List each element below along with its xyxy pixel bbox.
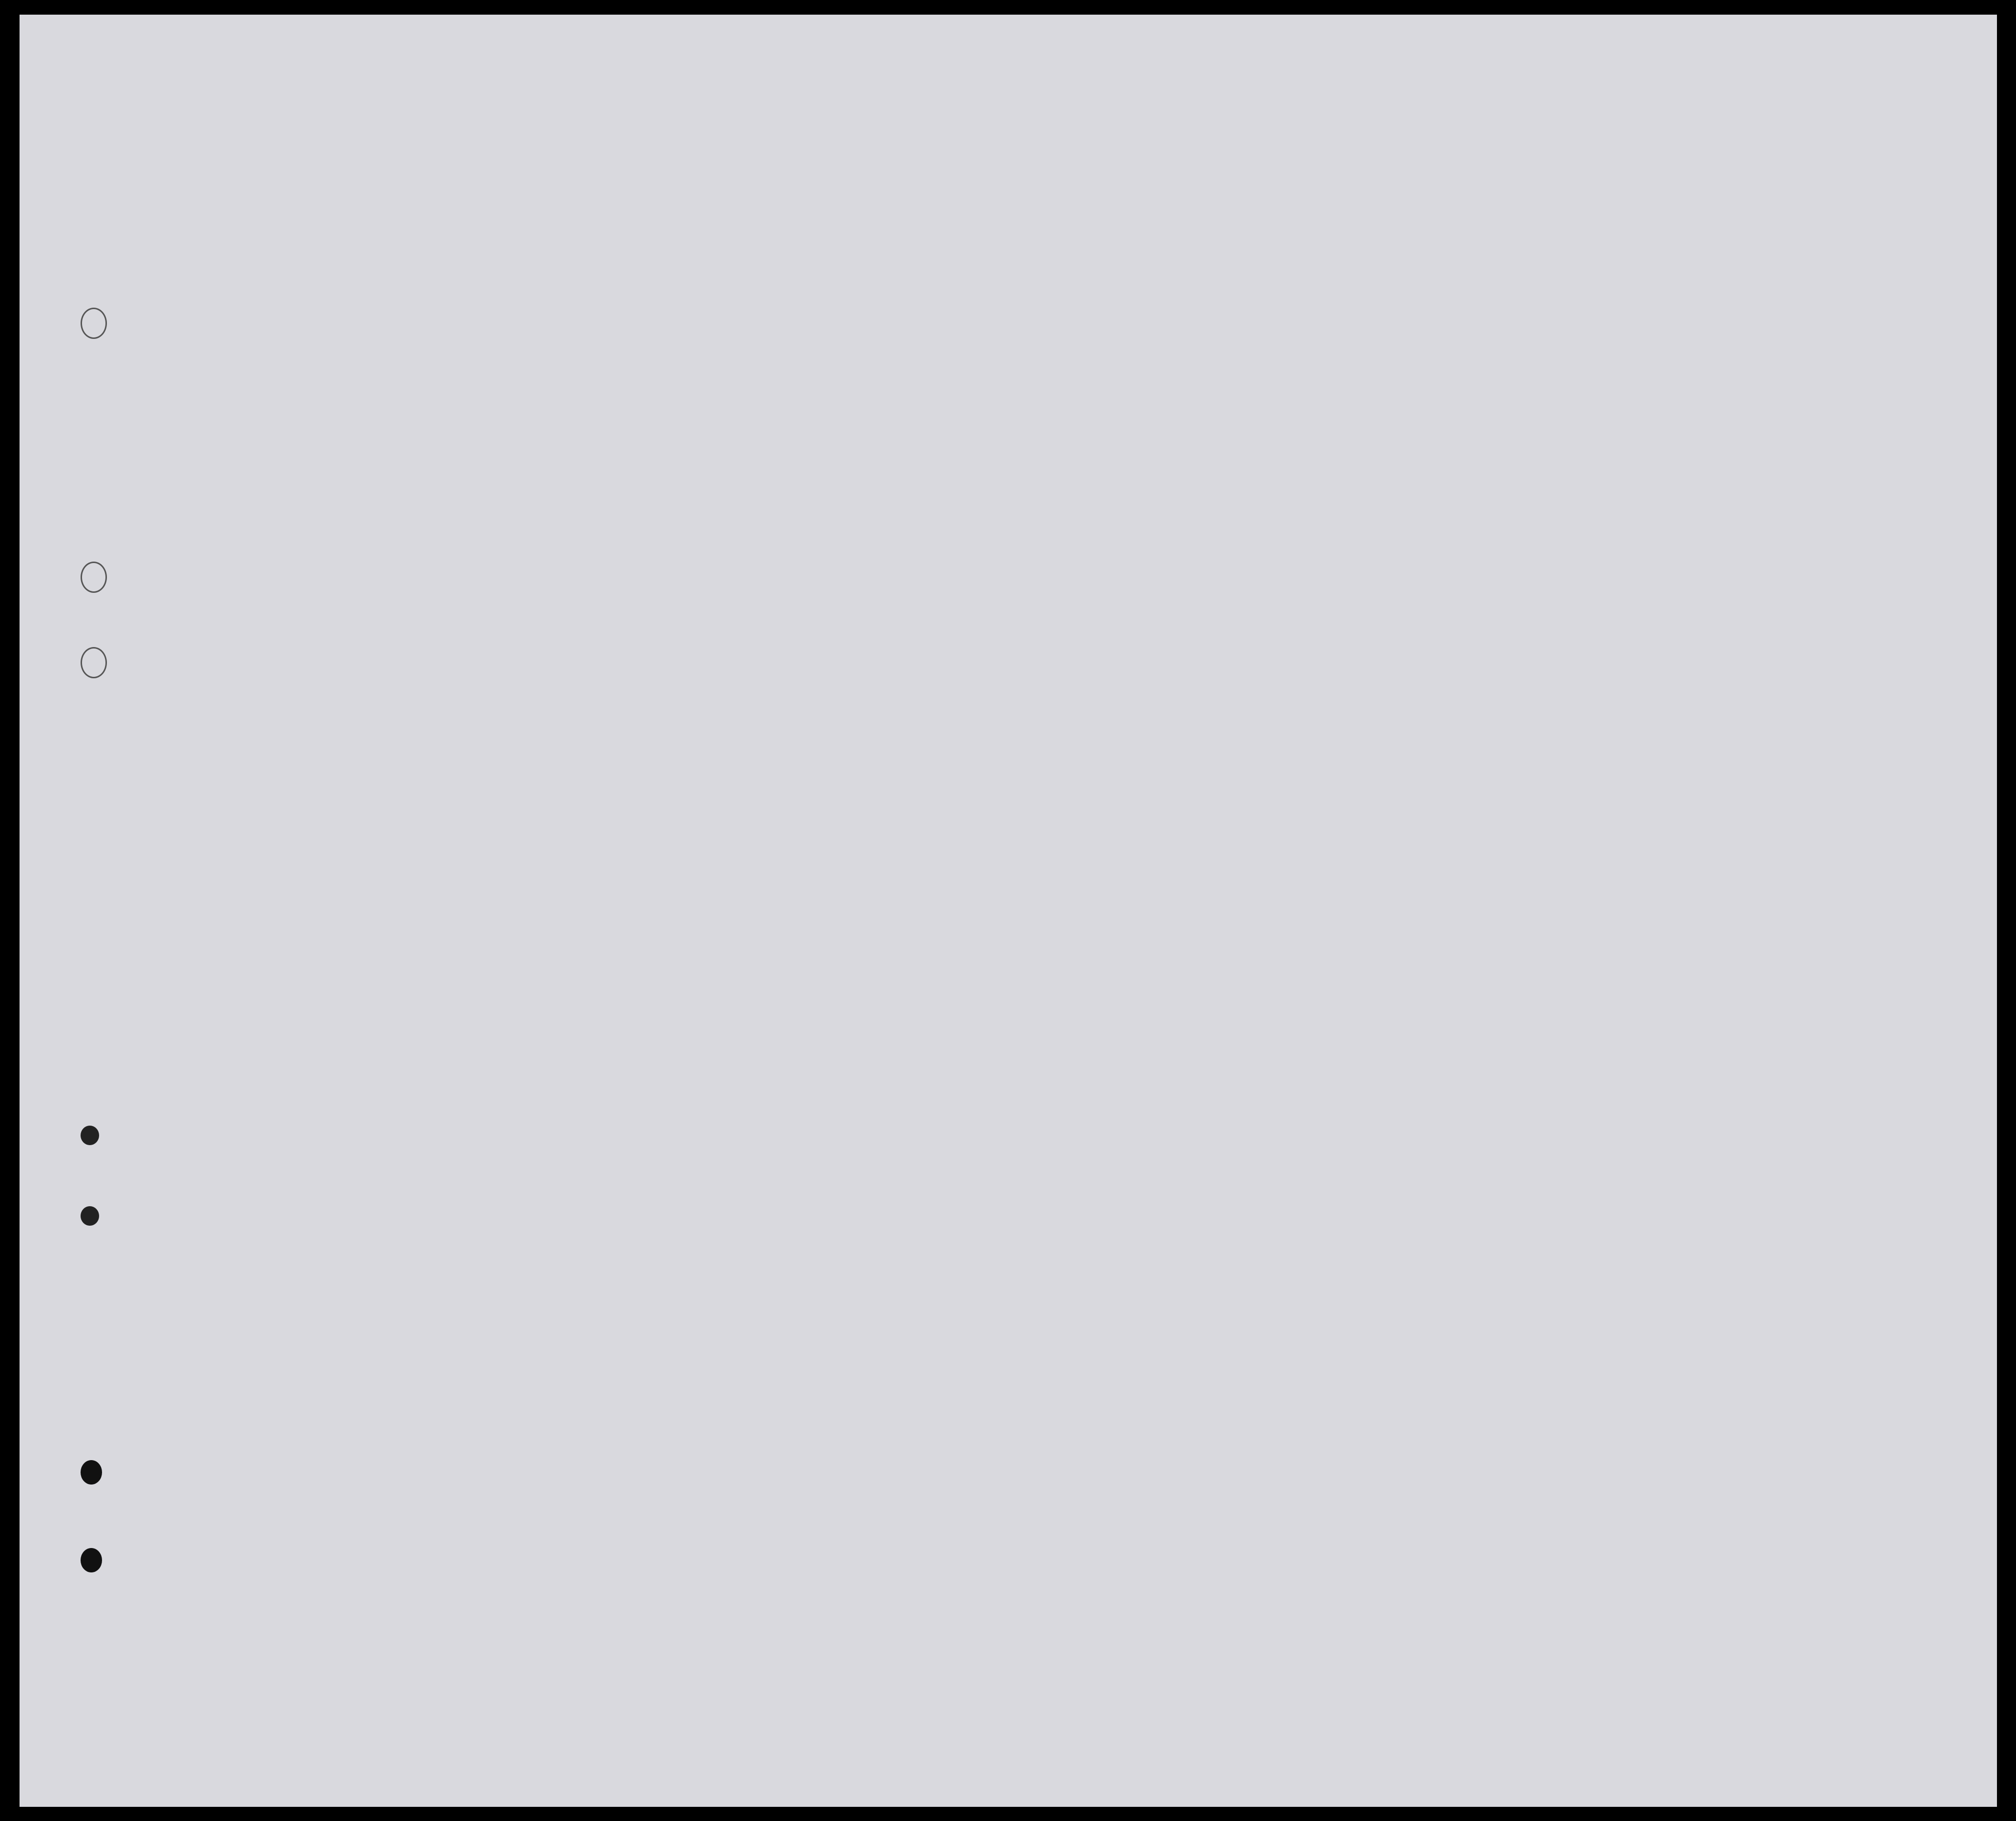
manifest-sheet: [20, 15, 1997, 1807]
binder-hole: [81, 1126, 99, 1145]
binder-hole: [81, 562, 107, 593]
binder-hole: [81, 1460, 102, 1485]
binder-hole: [81, 1548, 102, 1572]
binder-hole: [81, 1206, 99, 1226]
form-grid: [20, 15, 1997, 1807]
binder-hole: [81, 647, 107, 678]
binder-hole: [81, 308, 107, 339]
